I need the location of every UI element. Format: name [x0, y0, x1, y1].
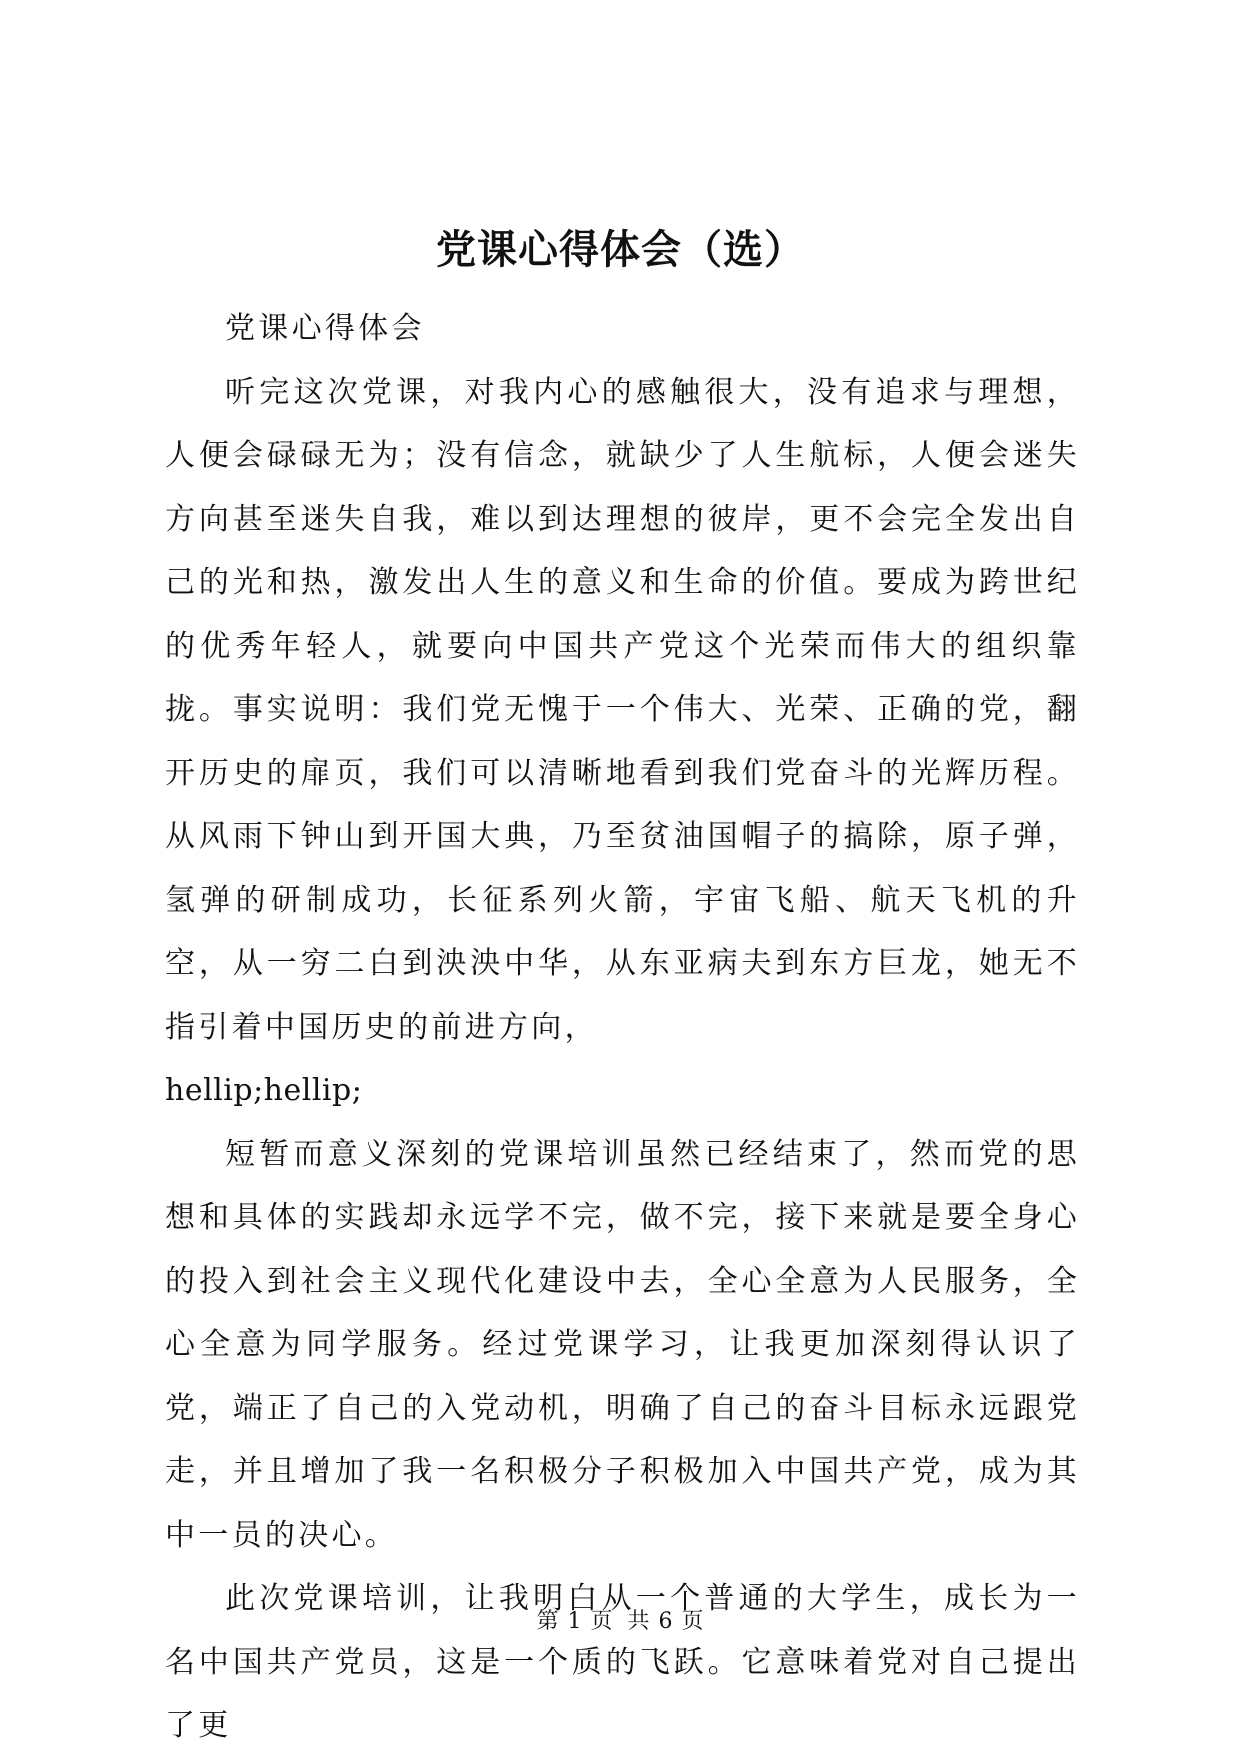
subtitle-paragraph: 党课心得体会: [225, 311, 425, 346]
page-footer: [0, 1607, 1241, 1637]
body-paragraph: 此次党课培训，让我明白从一个普通的大学生，成长为一名中国共产党员，这是一个质的飞跃。它意味着党对自己提出了更: [165, 1581, 1080, 1743]
page-total: 共 6 页: [627, 1609, 705, 1634]
document-title: 党课心得体会（选）: [436, 226, 805, 273]
body-paragraph: 短暂而意义深刻的党课培训虽然已经结束了，然而党的思想和具体的实践却永远学不完，做不完，接下来就是要全身心的投入到社会主义现代化建设中去，全心全意为人民服务，全心全意为同学服务。经过党课学习，让我更加深刻得认识了党，端正了自己的入党动机，明确了自己的奋斗目标永远跟党走，并且增加了我一名积极分子积极加入中国共产党，成为其中一员的决心。: [165, 1136, 1080, 1553]
document-body: [165, 297, 1080, 1758]
page-number: 第 1 页: [536, 1609, 614, 1634]
body-paragraph: 听完这次党课，对我内心的感触很大，没有追求与理想，人便会碌碌无为；没有信念，就缺少了人生航标，人便会迷失方向甚至迷失自我，难以到达理想的彼岸，更不会完全发出自己的光和热，激发出人生的意义和生命的价值。要成为跨世纪的优秀年轻人，就要向中国共产党这个光荣而伟大的组织靠拢。事实说明：我们党无愧于一个伟大、光荣、正确的党，翻开历史的扉页，我们可以清晰地看到我们党奋斗的光辉历程。从风雨下钟山到开国大典，乃至贫油国帽子的搞除，原子弹，氢弹的研制成功，长征系列火箭，宇宙飞船、航天飞机的升空，从一穷二白到泱泱中华，从东亚病夫到东方巨龙，她无不指引着中国历史的前进方向，: [165, 374, 1080, 1045]
ellipsis-line: hellip;hellip;: [165, 1073, 363, 1108]
